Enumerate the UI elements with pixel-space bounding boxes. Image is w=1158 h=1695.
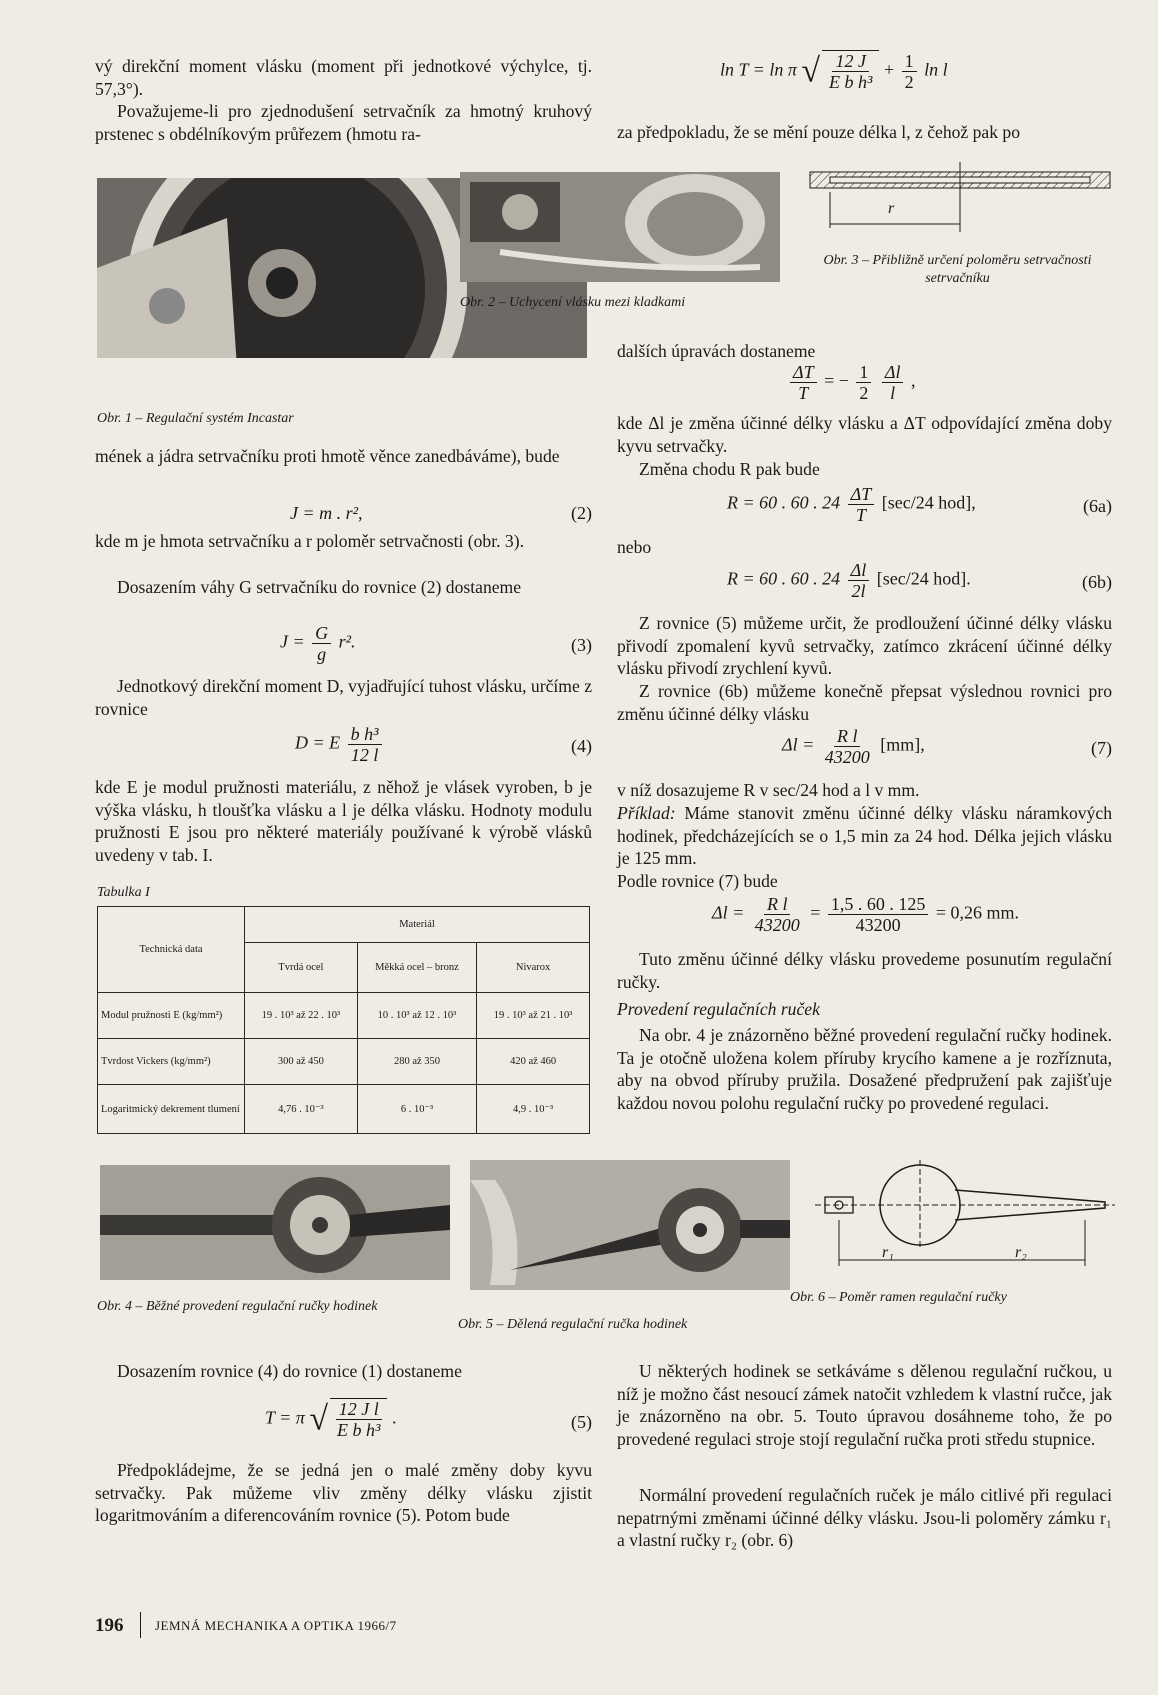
figure-2-caption: Obr. 2 – Uchycení vlásku mezi kladkami <box>460 295 686 310</box>
table-head-col-1: Tvrdá ocel <box>245 943 358 993</box>
figure-4-photo <box>100 1165 450 1280</box>
equation-ln-tail: ln l <box>924 59 948 80</box>
equation-delta-den3: l <box>890 383 896 403</box>
table-row-label: Logaritmický dekrement tlumení <box>98 1085 245 1134</box>
equation-5-number: (5) <box>571 1412 592 1432</box>
table-head-col-3: Nivarox <box>477 943 590 993</box>
equation-4-number: (4) <box>571 736 592 756</box>
example-label: Příklad: <box>617 803 676 823</box>
figure-6-r2-label: r₂ <box>1015 1244 1027 1261</box>
table-cell: 280 až 350 <box>357 1039 476 1085</box>
left-paragraph-2: Považujeme-li pro zjednodušení setrvačník za hmotný kruhový prstenec s obdélníkovým průřezem (hmotu ra- <box>95 101 592 144</box>
equation-example-den1: 43200 <box>754 915 800 935</box>
example-text: Máme stanovit změnu účinné délky vlásku náramkových hodinek, předcházejících se o 1,5 min za 24 hod. Délka jejich vlásku je 125 mm. <box>617 803 1112 869</box>
equation-3 <box>95 623 592 671</box>
table-row-label: Tvrdost Vickers (kg/mm²) <box>98 1039 245 1085</box>
equation-delta-eq: = − <box>824 370 849 391</box>
equation-example-result: = 0,26 mm. <box>935 902 1020 923</box>
right-paragraph-10: Tuto změnu účinné délky vlásku provedeme posunutím regulační ručky. <box>617 949 1112 992</box>
right-paragraph-7: v níž dosazujeme R v sec/24 hod a l v mm. <box>617 780 920 800</box>
table-cell: 420 až 460 <box>477 1039 590 1085</box>
table-row <box>98 1039 590 1085</box>
equation-ln-half-denominator: 2 <box>904 72 914 92</box>
equation-ln-half-numerator: 1 <box>902 51 917 72</box>
table-head-material: Materiál <box>245 907 590 943</box>
right-paragraph-11: Na obr. 4 je znázorněno běžné provedení regulační ručky hodinek. Ta je otočně uložena kolem příruby krycího kamene a je rozříznuta, aby na obvod příruby pružila. Dosažené předpružení pak zajišťuje každou novou polohu regulační ručky po provedené regulaci. <box>617 1025 1112 1113</box>
left-paragraph-9: Předpokládejme, že se jedná jen o malé změny doby kyvu setrvačky. Pak můžeme vliv změny délky vlásku zjistit logaritmováním a diferencováním rovnice (5). Potom bude <box>95 1460 592 1526</box>
equation-example-lhs: Δl = <box>712 902 745 923</box>
equation-3-rhs: r². <box>338 631 356 652</box>
equation-7-numerator: R l <box>834 726 861 747</box>
equation-6b-numerator: Δl <box>848 560 870 581</box>
right-paragraph-4: Změna chodu R pak bude <box>639 459 820 479</box>
equation-3-denominator: g <box>317 644 327 664</box>
equation-3-lhs: J = <box>280 631 310 652</box>
equation-6a-numerator: ΔT <box>848 484 875 505</box>
equation-5 <box>95 1398 592 1448</box>
equation-5-denominator: E b h³ <box>337 1420 381 1440</box>
equation-ln <box>720 50 1120 106</box>
right-paragraph-9: Podle rovnice (7) bude <box>617 871 778 891</box>
equation-3-numerator: G <box>312 623 331 644</box>
figure-4-caption: Obr. 4 – Běžné provedení regulační ručky hodinek <box>97 1299 378 1314</box>
equation-delta-den1: T <box>798 383 809 403</box>
table-cell: 6 . 10⁻³ <box>357 1085 476 1134</box>
left-paragraph-4: kde m je hmota setrvačníku a r poloměr setrvačnosti (obr. 3). <box>95 531 524 551</box>
right-paragraph-12: U některých hodinek se setkáváme s dělenou regulační ručkou, u níž je možno část nesoucí zámek natočit vzhledem k vlastní ručce, jak je znázorněno na obr. 5. Touto úpravou dosáhneme toho, že po provedené regulaci stroje stojí regulační ručka proti středu stupnice. <box>617 1361 1112 1449</box>
equation-ln-numerator: 12 J <box>832 51 869 72</box>
equation-delta-num2: 1 <box>856 362 871 383</box>
table-cell: 4,9 . 10⁻³ <box>477 1085 590 1134</box>
equation-example-num1: R l <box>764 894 791 915</box>
figure-3-caption: Obr. 3 – Přibližně určení poloměru setrvačnosti setrvačníku <box>823 253 1092 286</box>
equation-7-unit: [mm], <box>880 734 925 755</box>
figure-3-r-label: r <box>888 200 895 217</box>
table-cell: 4,76 . 10⁻³ <box>245 1085 358 1134</box>
table-cell: 19 . 10³ až 22 . 10³ <box>245 993 358 1039</box>
right-paragraph-6: Z rovnice (6b) můžeme konečně přepsat výslednou rovnici pro změnu účinné délky vlásku <box>617 681 1112 724</box>
equation-6a-denominator: T <box>855 505 866 525</box>
equation-6b-lhs: R = 60 . 60 . 24 <box>727 568 841 589</box>
equation-5-numerator: 12 J l <box>336 1399 382 1420</box>
journal-name: JEMNÁ MECHANIKA A OPTIKA 1966/7 <box>155 1618 397 1633</box>
equation-6a-number: (6a) <box>1083 496 1112 516</box>
equation-delta-num1: ΔT <box>790 362 817 383</box>
equation-2-number: (2) <box>571 503 592 523</box>
left-paragraph-8: Dosazením rovnice (4) do rovnice (1) dostaneme <box>117 1361 462 1381</box>
equation-4-denominator: 12 l <box>350 745 379 765</box>
table-cell: 300 až 450 <box>245 1039 358 1085</box>
figure-3-drawing <box>790 162 1125 232</box>
left-paragraph-1: vý direkční moment vlásku (moment při jednotkové výchylce, tj. 57,3°). <box>95 56 592 99</box>
equation-7 <box>617 726 1112 774</box>
section-heading: Provedení regulačních ruček <box>617 999 820 1019</box>
figure-5-caption: Obr. 5 – Dělená regulační ručka hodinek <box>458 1317 688 1332</box>
right-paragraph-1: za předpokladu, že se mění pouze délka l, z čehož pak po <box>617 122 1021 142</box>
table-cell: 19 . 10³ až 21 . 10³ <box>477 993 590 1039</box>
table-1 <box>97 906 590 1134</box>
equation-ln-denominator: E b h³ <box>829 72 873 92</box>
equation-2 <box>95 503 592 527</box>
left-paragraph-7: kde E je modul pružnosti materiálu, z něhož je vlásek vyroben, b je výška vlásku, h tloušťka vlásku a l je délka vlásku. Hodnoty modulu pružnosti E jsou pro některé materiály používané k výrobě vlásků uvedeny v tab. I. <box>95 777 592 865</box>
figure-5-photo <box>470 1160 790 1290</box>
equation-delta-comma: , <box>910 370 916 391</box>
figure-6-drawing <box>815 1160 1115 1275</box>
table-head-col-2: Měkká ocel – bronz <box>357 943 476 993</box>
table-row <box>98 1085 590 1134</box>
equation-3-number: (3) <box>571 635 592 655</box>
figure-6-r1-label: r₁ <box>882 1244 894 1261</box>
equation-6b-unit: [sec/24 hod]. <box>876 568 971 589</box>
sqrt-symbol: √ <box>801 52 821 90</box>
figure-1-caption: Obr. 1 – Regulační systém Incastar <box>97 411 294 426</box>
left-paragraph-3: mének a jádra setrvačníku proti hmotě věnce zanedbáváme), bude <box>95 446 560 466</box>
equation-6a-unit: [sec/24 hod], <box>881 492 976 513</box>
equation-example-num2: 1,5 . 60 . 125 <box>828 894 929 915</box>
right-paragraph-13: Normální provedení regulačních ruček je málo citlivé při regulaci nepatrnými změnami účinné délky vlásku. Jsou-li poloměry zámku r₁ a vlastní ručky r₂ (obr. 6) <box>617 1485 1112 1551</box>
equation-delta-den2: 2 <box>859 383 869 403</box>
right-paragraph-8 <box>617 802 1112 870</box>
figure-6-caption: Obr. 6 – Poměr ramen regulační ručky <box>790 1290 1007 1305</box>
equation-ln-plus: + <box>883 59 895 80</box>
table-row <box>98 993 590 1039</box>
equation-ln-lhs: ln T = ln π <box>720 59 797 80</box>
sqrt-symbol: √ <box>309 1400 329 1438</box>
equation-6a <box>617 484 1112 532</box>
equation-4 <box>95 724 592 772</box>
right-paragraph-5: Z rovnice (5) můžeme určit, že prodloužení účinné délky vlásku přivodí zpomalení kyvů setrvačky, zatímco zkrácení účinné délky vlásku přivodí zrychlení kyvů. <box>617 613 1112 679</box>
equation-delta <box>617 362 1112 410</box>
equation-6b <box>617 560 1112 608</box>
equation-5-lhs: T = π <box>265 1407 305 1428</box>
equation-6b-denominator: 2l <box>851 581 866 601</box>
page-number: 196 <box>95 1615 124 1636</box>
table-head-technical: Technická data <box>98 907 245 993</box>
right-paragraph-3: kde Δl je změna účinné délky vlásku a ΔT odpovídající změna doby kyvu setrvačky. <box>617 413 1112 456</box>
left-paragraph-5: Dosazením váhy G setrvačníku do rovnice (2) dostaneme <box>117 577 522 597</box>
equation-5-dot: . <box>391 1407 397 1428</box>
table-row-label: Modul pružnosti E (kg/mm²) <box>98 993 245 1039</box>
equation-6b-number: (6b) <box>1082 572 1112 592</box>
footer-divider <box>140 1612 141 1638</box>
equation-7-lhs: Δl = <box>782 734 815 755</box>
equation-example-eq: = <box>810 902 821 923</box>
figure-2-photo <box>460 172 780 282</box>
equation-example-den2: 43200 <box>855 915 901 935</box>
equation-delta-num3: Δl <box>882 362 904 383</box>
left-paragraph-6: Jednotkový direkční moment D, vyjadřující tuhost vlásku, určíme z rovnice <box>95 676 592 719</box>
table-caption: Tabulka I <box>97 885 150 900</box>
equation-2-body: J = m . r², <box>290 503 363 523</box>
nebo-word: nebo <box>617 537 652 557</box>
equation-4-numerator: b h³ <box>348 724 382 745</box>
equation-7-denominator: 43200 <box>824 747 870 767</box>
equation-example <box>617 894 1112 942</box>
equation-4-lhs: D = E <box>295 732 341 753</box>
table-cell: 10 . 10³ až 12 . 10³ <box>357 993 476 1039</box>
equation-7-number: (7) <box>1091 738 1112 758</box>
equation-6a-lhs: R = 60 . 60 . 24 <box>727 492 841 513</box>
right-paragraph-2: dalších úpravách dostaneme <box>617 341 816 361</box>
